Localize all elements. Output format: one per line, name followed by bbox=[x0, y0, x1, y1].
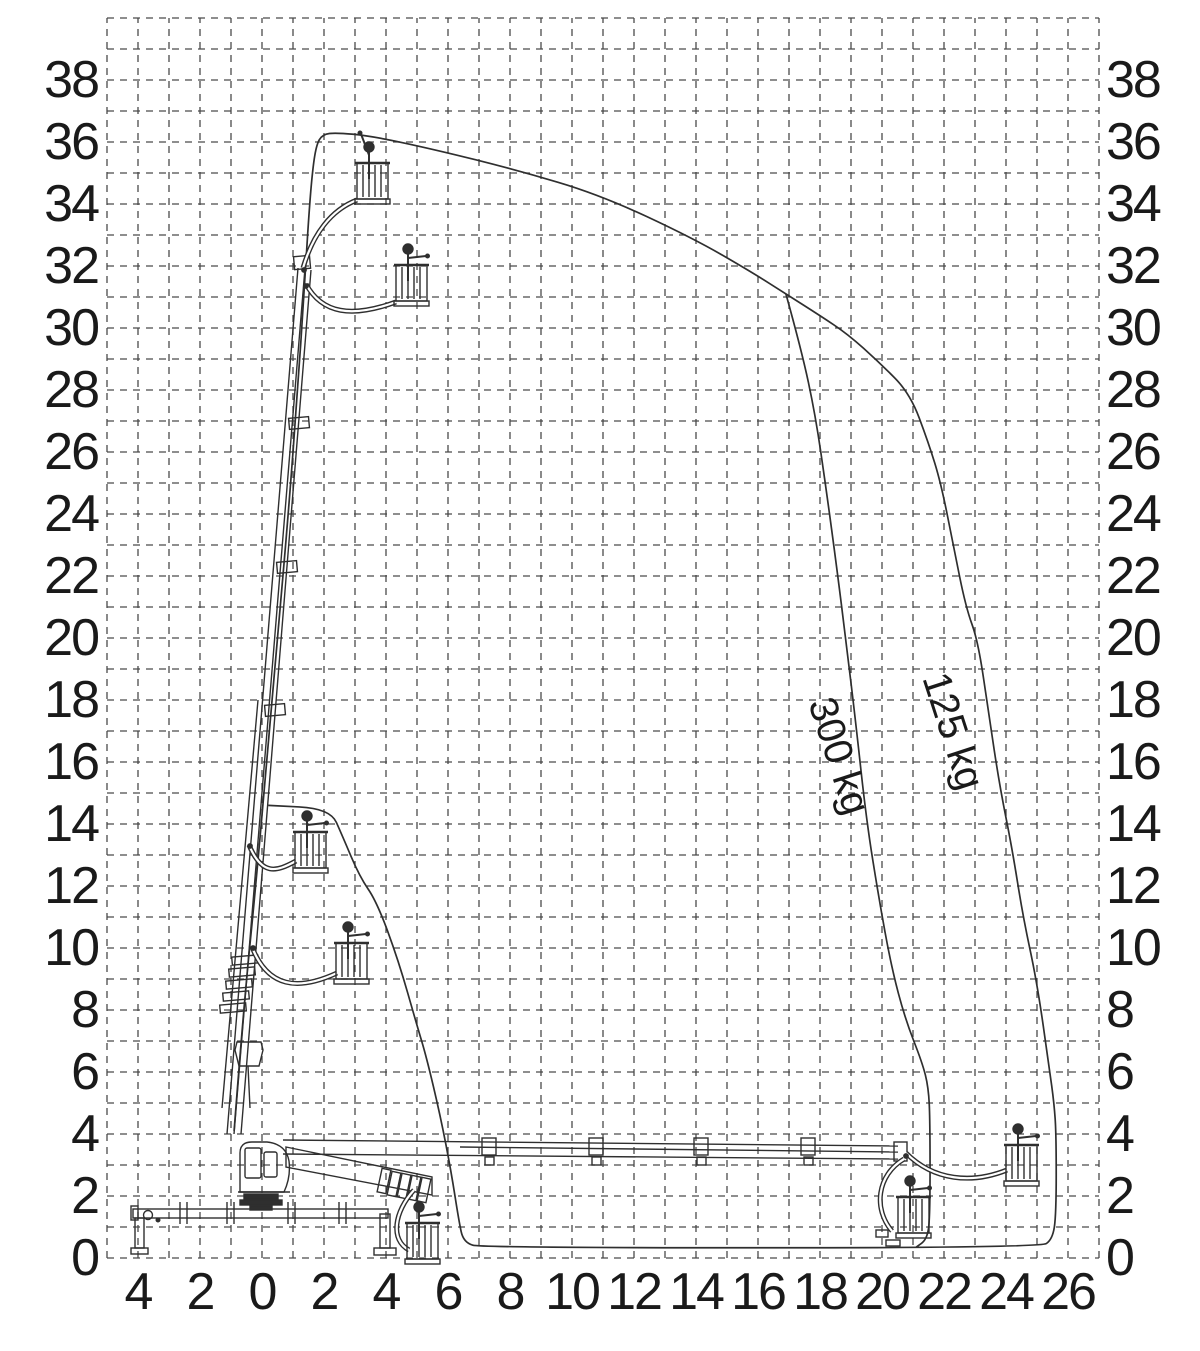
y-axis-tick-label-left: 18 bbox=[44, 671, 98, 729]
y-axis-tick-label-left: 32 bbox=[44, 237, 98, 295]
y-axis-tick-label-right: 10 bbox=[1106, 919, 1160, 977]
y-axis-tick-label-right: 28 bbox=[1106, 361, 1160, 419]
horizontal-boom bbox=[283, 1138, 907, 1165]
x-axis-tick-label: 24 bbox=[979, 1263, 1033, 1321]
y-axis-tick-label-right: 8 bbox=[1106, 981, 1133, 1039]
y-axis-tick-label-right: 26 bbox=[1106, 423, 1160, 481]
x-axis-tick-label: 16 bbox=[731, 1263, 785, 1321]
x-axis-tick-label: 4 bbox=[124, 1263, 152, 1321]
y-axis-tick-label-right: 36 bbox=[1106, 113, 1160, 171]
operator-figure-icon bbox=[905, 1176, 931, 1213]
y-axis-tick-label-left: 10 bbox=[44, 919, 98, 977]
y-axis-tick-label-left: 38 bbox=[44, 51, 98, 109]
y-axis-tick-label-right: 22 bbox=[1106, 547, 1160, 605]
load-capacity-label: 300 kg bbox=[799, 691, 879, 820]
x-axis-tick-label: 6 bbox=[434, 1263, 462, 1321]
y-axis-tick-label-right: 16 bbox=[1106, 733, 1160, 791]
y-axis-tick-label-left: 30 bbox=[44, 299, 98, 357]
operator-figure-icon bbox=[414, 1202, 440, 1239]
x-axis-tick-label: 2 bbox=[186, 1263, 214, 1321]
platform-basket-icon bbox=[896, 1176, 931, 1238]
platform-basket-icon bbox=[293, 811, 328, 873]
platform-basket-icon bbox=[334, 922, 369, 984]
y-axis-tick-label-left: 4 bbox=[71, 1105, 98, 1163]
y-axis-tick-label-right: 30 bbox=[1106, 299, 1160, 357]
y-axis-tick-label-right: 4 bbox=[1106, 1105, 1133, 1163]
y-axis-tick-label-right: 18 bbox=[1106, 671, 1160, 729]
y-axis-tick-label-left: 26 bbox=[44, 423, 98, 481]
operator-figure-icon bbox=[358, 131, 374, 179]
x-axis-tick-label: 18 bbox=[793, 1263, 847, 1321]
y-axis-tick-label-left: 14 bbox=[44, 795, 98, 853]
x-axis-tick-label: 0 bbox=[248, 1263, 276, 1321]
y-axis-tick-label-left: 2 bbox=[71, 1167, 98, 1225]
x-axis-tick-label: 26 bbox=[1041, 1263, 1095, 1321]
y-axis-tick-label-right: 14 bbox=[1106, 795, 1160, 853]
x-axis-tick-label: 4 bbox=[372, 1263, 400, 1321]
y-axis-tick-label-right: 24 bbox=[1106, 485, 1160, 543]
y-axis-tick-label-right: 6 bbox=[1106, 1043, 1133, 1101]
load-capacity-label: 125 kg bbox=[913, 667, 993, 795]
x-axis-tick-label: 20 bbox=[855, 1263, 909, 1321]
y-axis-tick-label-right: 20 bbox=[1106, 609, 1160, 667]
operator-figure-icon bbox=[1013, 1124, 1039, 1161]
platform-basket-icon bbox=[405, 1202, 440, 1264]
y-axis-tick-label-right: 32 bbox=[1106, 237, 1160, 295]
y-axis-tick-label-right: 38 bbox=[1106, 51, 1160, 109]
y-axis-tick-label-right: 12 bbox=[1106, 857, 1160, 915]
x-axis-tick-label: 22 bbox=[917, 1263, 971, 1321]
boom-lift-illustration bbox=[131, 131, 1039, 1264]
y-axis-tick-label-left: 22 bbox=[44, 547, 98, 605]
operator-figure-icon bbox=[403, 244, 429, 281]
y-axis-tick-label-right: 34 bbox=[1106, 175, 1160, 233]
x-axis-tick-label: 14 bbox=[669, 1263, 723, 1321]
x-axis-tick-label: 12 bbox=[607, 1263, 661, 1321]
y-axis-tick-label-left: 6 bbox=[71, 1043, 98, 1101]
platform-basket-icon bbox=[1004, 1124, 1039, 1186]
y-axis-tick-label-left: 12 bbox=[44, 857, 98, 915]
y-axis-tick-label-left: 34 bbox=[44, 175, 98, 233]
grid bbox=[107, 18, 1099, 1258]
y-axis-tick-label-left: 8 bbox=[71, 981, 98, 1039]
x-axis-tick-label: 10 bbox=[545, 1263, 599, 1321]
y-axis-tick-label-right: 0 bbox=[1106, 1229, 1133, 1287]
operator-figure-icon bbox=[302, 811, 328, 848]
x-axis-tick-label: 2 bbox=[310, 1263, 338, 1321]
x-axis-tick-label: 8 bbox=[496, 1263, 524, 1321]
y-axis-tick-label-left: 24 bbox=[44, 485, 98, 543]
y-axis-tick-label-right: 2 bbox=[1106, 1167, 1133, 1225]
y-axis-tick-label-left: 36 bbox=[44, 113, 98, 171]
y-axis-tick-label-left: 20 bbox=[44, 609, 98, 667]
y-axis-tick-label-left: 28 bbox=[44, 361, 98, 419]
operator-figure-icon bbox=[343, 922, 369, 959]
y-axis-tick-label-left: 0 bbox=[71, 1229, 98, 1287]
y-axis-tick-label-left: 16 bbox=[44, 733, 98, 791]
